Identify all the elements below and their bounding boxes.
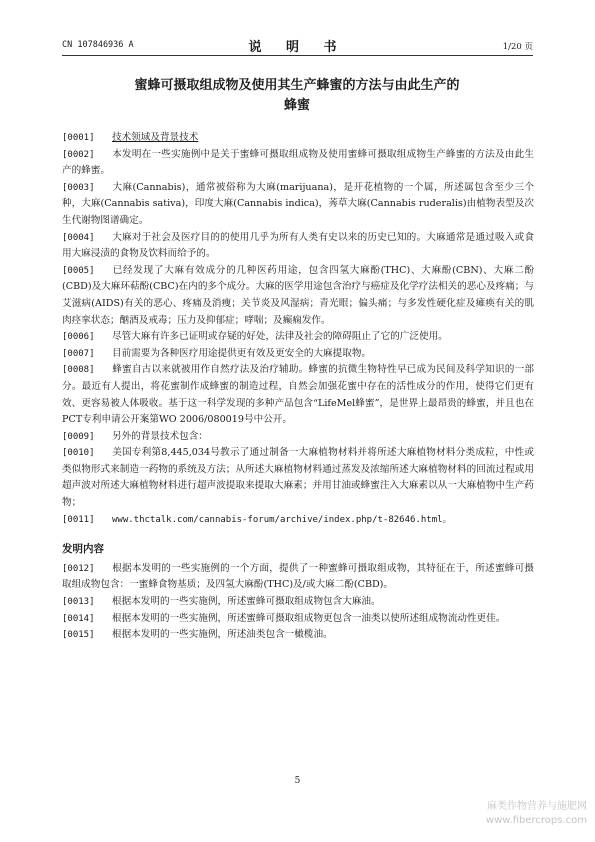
paragraph-number: [0002] (62, 149, 95, 160)
paragraph-number: [0003] (62, 182, 95, 193)
header-divider (62, 55, 533, 56)
paragraph (62, 180, 534, 230)
paragraph-text: 已经发现了大麻有效成分的几种医药用途，包含四氢大麻酚(THC)、大麻酚(CBN)、大麻二酚(CBD)及大麻环萜酚(CBC)在内的多个成分。大麻的医学用途包含治疗与癌症及化学疗法相关的恶心及疼痛；与艾滋病(AIDS)有关的恶心、疼痛及消瘦；关节炎及风湿病；青光眼；偏头痛；与多发性硬化症及瘫痪有关的肌肉痉挛状态；酗酒及戒毒；压力及抑郁症；哮喘；及癫痫发作。 (62, 264, 534, 326)
document-body (62, 130, 534, 644)
paragraph (62, 130, 534, 147)
paragraph (62, 329, 534, 346)
paragraph (62, 445, 534, 511)
paragraph (62, 263, 534, 329)
paragraph (62, 429, 534, 446)
paragraph-text: 本发明在一些实施例中是关于蜜蜂可摄取组成物及使用蜜蜂可摄取组成物生产蜂蜜的方法及由此生产的蜂蜜。 (62, 148, 534, 177)
paragraph-text: 根据本发明的一些实施例，所述蜜蜂可摄取组成物更包含一油类以使所述组成物流动性更佳。 (112, 612, 506, 624)
paragraph-text: 尽管大麻有许多已证明或存疑的好处，法律及社会的障碍阻止了它的广泛使用。 (112, 331, 448, 343)
paragraph (62, 611, 534, 628)
reference-url: www.thctalk.com/cannabis-forum/archive/index.php/t-82646.html。 (112, 514, 452, 525)
title-line-1: 蜜蜂可摄取组成物及使用其生产蜂蜜的方法与由此生产的 (134, 78, 460, 93)
paragraph (62, 627, 534, 644)
paragraph (62, 362, 534, 428)
paragraph-number: [0006] (62, 332, 95, 343)
document-title (62, 76, 532, 116)
paragraph-number: [0005] (62, 265, 95, 276)
paragraph-number: [0001] (62, 133, 95, 143)
paragraph (62, 512, 534, 529)
paragraph-text: 美国专利第8,445,034号教示了通过制备一大麻植物材料并将所述大麻植物材料分类成粒，中性或类似物形式来制造一药物的系统及方法；从所述大麻植物材料通过蒸发及浓缩所述大麻植物材料的回流过程或用超声波对所述大麻植物材料进行超声波提取来提取大麻素；并用甘油或蜂蜜注入大麻素以从一大麻植物中生产药物； (62, 447, 534, 509)
section-heading: 技术领域及背景技术 (112, 132, 199, 143)
paragraph-number: [0012] (62, 563, 95, 574)
watermark-line-2: www.fibercrops.com (485, 815, 587, 826)
paragraph (62, 147, 534, 180)
paragraph-number: [0015] (62, 630, 95, 641)
watermark-line-1: 麻类作物营养与施肥网 (487, 801, 587, 812)
paragraph-number: [0014] (62, 613, 95, 624)
page-counter: 1/20 页 (502, 42, 533, 52)
page-number: 5 (294, 776, 301, 786)
paragraph-text: 目前需要为各种医疗用途提供更有效及更安全的大麻提取物。 (112, 347, 372, 359)
paragraph-number: [0008] (62, 365, 95, 376)
patent-number: CN 107846936 A (62, 40, 134, 50)
title-line-2: 蜂蜜 (283, 98, 310, 113)
paragraph-number: [0009] (62, 431, 95, 442)
paragraph-number: [0010] (62, 448, 95, 459)
paragraph-number: [0004] (62, 232, 95, 243)
paragraph (62, 230, 534, 263)
paragraph-text: 根据本发明的一些实施例的一个方面，提供了一种蜜蜂可摄取组成物，其特征在于，所述蜜蜂可摄取组成物包含：一蜜蜂食物基质；及四氢大麻酚(THC)及/或大麻二酚(CBD)。 (62, 562, 534, 591)
paragraph-text: 大麻(Cannabis)，通常被俗称为大麻(marijuana)，是开花植物的一个属，所述属包含至少三个种，大麻(Cannabis sativa)，印度大麻(Cannabis indica)，莠草大麻(Cannabis ruderalis)由植物表型及次生代谢物图谱确定。 (62, 181, 534, 226)
paragraph-number: [0013] (62, 597, 95, 608)
watermark (486, 800, 587, 828)
paragraph-number: [0011] (62, 514, 95, 525)
paragraph (62, 346, 534, 363)
section-heading-summary: 发明内容 (62, 543, 104, 556)
paragraph-text: 蜂蜜自古以来就被用作自然疗法及治疗辅助。蜂蜜的抗微生物特性早已成为民间及科学知识的一部分。最近有人提出，将花蜜制作成蜂蜜的制造过程，自然会加强花蜜中存在的活性成分的作用，使得它们更有效、更容易被人体吸收。基于这一科学发现的多种产品包含“LifeMel蜂蜜”，是世界上最昂贵的蜂蜜，并且也在PCT专利申请公开案第WO 2006/080019号中公开。 (62, 364, 534, 426)
paragraph-text: 大麻对于社会及医疗目的的使用几乎为所有人类有史以来的历史已知的。大麻通常是通过吸入或食用大麻浸渍的食物及饮料而给予的。 (62, 231, 534, 260)
paragraph (62, 561, 534, 594)
paragraph (62, 594, 534, 611)
paragraph-text: 根据本发明的一些实施例，所述油类包含一橄榄油。 (112, 629, 333, 641)
paragraph-number: [0007] (62, 348, 95, 359)
paragraph-text: 另外的背景技术包含： (112, 430, 208, 442)
paragraph-text: 根据本发明的一些实施例，所述蜜蜂可摄取组成物包含大麻油。 (112, 596, 381, 608)
document-type-heading: 说 明 书 (248, 40, 347, 55)
